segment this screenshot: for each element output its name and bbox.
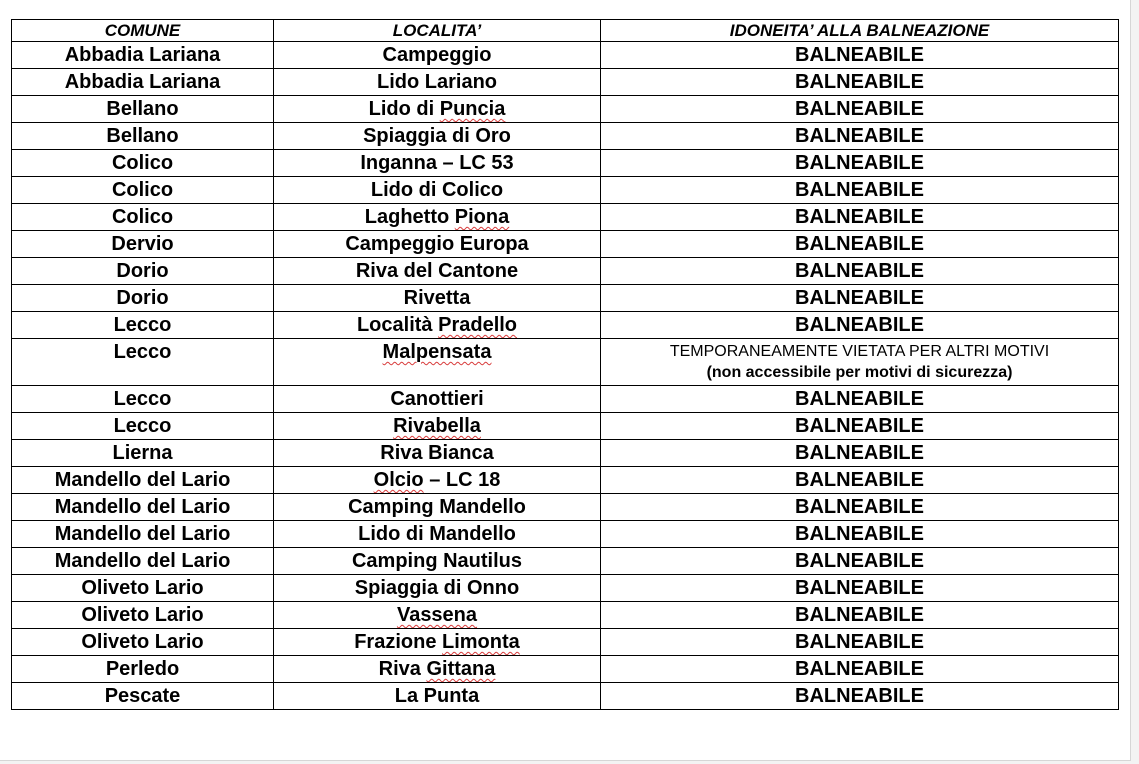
table-row xyxy=(12,285,1119,312)
spellcheck-word: Piona xyxy=(454,206,510,228)
cell-localita: Spiaggia di Oro xyxy=(274,123,601,150)
localita-text: Riva xyxy=(378,658,427,680)
cell-localita: Camping Nautilus xyxy=(274,548,601,575)
cell-idoneita: BALNEABILE xyxy=(601,150,1119,177)
cell-idoneita: BALNEABILE xyxy=(601,413,1119,440)
table-header-row xyxy=(12,20,1119,42)
cell-localita: Spiaggia di Onno xyxy=(274,575,601,602)
cell-comune: Lecco xyxy=(12,339,274,386)
cell-idoneita: BALNEABILE xyxy=(601,386,1119,413)
cell-idoneita: BALNEABILE xyxy=(601,440,1119,467)
localita-text: Frazione xyxy=(354,631,442,653)
cell-idoneita: BALNEABILE xyxy=(601,602,1119,629)
cell-idoneita: BALNEABILE xyxy=(601,96,1119,123)
cell-idoneita: BALNEABILE xyxy=(601,548,1119,575)
cell-localita: Lido di Colico xyxy=(274,177,601,204)
table-row xyxy=(12,96,1119,123)
cell-localita: Riva Bianca xyxy=(274,440,601,467)
table-row xyxy=(12,683,1119,710)
cell-comune: Dorio xyxy=(12,285,274,312)
spellcheck-word: Puncia xyxy=(439,98,506,120)
cell-localita xyxy=(274,629,601,656)
header-comune: COMUNE xyxy=(12,20,274,42)
cell-idoneita: BALNEABILE xyxy=(601,231,1119,258)
cell-localita: La Punta xyxy=(274,683,601,710)
status-note: (non accessibile per motivi di sicurezza) xyxy=(706,364,1013,381)
table-row xyxy=(12,467,1119,494)
cell-idoneita: BALNEABILE xyxy=(601,204,1119,231)
cell-comune: Abbadia Lariana xyxy=(12,42,274,69)
cell-comune: Lecco xyxy=(12,386,274,413)
cell-comune: Oliveto Lario xyxy=(12,629,274,656)
cell-comune: Abbadia Lariana xyxy=(12,69,274,96)
cell-localita: Canottieri xyxy=(274,386,601,413)
spellcheck-word: Olcio xyxy=(373,469,424,491)
cell-comune: Dorio xyxy=(12,258,274,285)
table-row xyxy=(12,521,1119,548)
table-row xyxy=(12,258,1119,285)
localita-text: – LC 18 xyxy=(423,469,501,491)
spellcheck-word: Malpensata xyxy=(382,341,492,363)
table-row xyxy=(12,548,1119,575)
cell-idoneita: BALNEABILE xyxy=(601,69,1119,96)
cell-idoneita: BALNEABILE xyxy=(601,521,1119,548)
spellcheck-word: Rivabella xyxy=(393,415,481,437)
cell-comune: Bellano xyxy=(12,123,274,150)
table-row xyxy=(12,575,1119,602)
cell-comune: Colico xyxy=(12,150,274,177)
table-row xyxy=(12,123,1119,150)
cell-localita: Camping Mandello xyxy=(274,494,601,521)
cell-comune: Perledo xyxy=(12,656,274,683)
cell-comune: Lecco xyxy=(12,413,274,440)
cell-idoneita: BALNEABILE xyxy=(601,683,1119,710)
cell-idoneita: BALNEABILE xyxy=(601,177,1119,204)
balneazione-table xyxy=(11,19,1119,710)
cell-idoneita: BALNEABILE xyxy=(601,467,1119,494)
spellcheck-word: Limonta xyxy=(442,631,520,653)
cell-localita xyxy=(274,602,601,629)
cell-localita: Inganna – LC 53 xyxy=(274,150,601,177)
cell-idoneita: BALNEABILE xyxy=(601,656,1119,683)
cell-idoneita: BALNEABILE xyxy=(601,258,1119,285)
cell-comune: Lierna xyxy=(12,440,274,467)
table-row xyxy=(12,204,1119,231)
localita-text: Laghetto xyxy=(364,206,455,228)
cell-localita xyxy=(274,339,601,386)
cell-comune: Colico xyxy=(12,177,274,204)
cell-comune: Mandello del Lario xyxy=(12,494,274,521)
table-row xyxy=(12,69,1119,96)
cell-localita xyxy=(274,204,601,231)
cell-comune: Bellano xyxy=(12,96,274,123)
table-row xyxy=(12,656,1119,683)
cell-idoneita: BALNEABILE xyxy=(601,494,1119,521)
cell-idoneita: BALNEABILE xyxy=(601,123,1119,150)
cell-comune: Oliveto Lario xyxy=(12,575,274,602)
cell-idoneita: BALNEABILE xyxy=(601,575,1119,602)
cell-comune: Colico xyxy=(12,204,274,231)
header-localita: LOCALITA’ xyxy=(274,20,601,42)
cell-localita: Campeggio xyxy=(274,42,601,69)
cell-comune: Mandello del Lario xyxy=(12,467,274,494)
localita-text: Località xyxy=(356,314,439,336)
cell-comune: Mandello del Lario xyxy=(12,521,274,548)
localita-text: Lido di xyxy=(368,98,440,120)
cell-localita: Campeggio Europa xyxy=(274,231,601,258)
cell-localita xyxy=(274,656,601,683)
table-row xyxy=(12,42,1119,69)
table-row xyxy=(12,602,1119,629)
header-idoneita: IDONEITA’ ALLA BALNEAZIONE xyxy=(601,20,1119,42)
cell-idoneita: BALNEABILE xyxy=(601,285,1119,312)
table-row xyxy=(12,150,1119,177)
cell-localita xyxy=(274,413,601,440)
cell-localita: Lido Lariano xyxy=(274,69,601,96)
cell-localita: Rivetta xyxy=(274,285,601,312)
table-row xyxy=(12,386,1119,413)
status-vietata: TEMPORANEAMENTE VIETATA PER ALTRI MOTIVI xyxy=(669,343,1050,360)
table-row xyxy=(12,177,1119,204)
table-row xyxy=(12,494,1119,521)
cell-idoneita: BALNEABILE xyxy=(601,629,1119,656)
cell-comune: Pescate xyxy=(12,683,274,710)
table-row xyxy=(12,339,1119,386)
cell-comune: Oliveto Lario xyxy=(12,602,274,629)
cell-localita xyxy=(274,96,601,123)
cell-comune: Dervio xyxy=(12,231,274,258)
table-row xyxy=(12,440,1119,467)
cell-localita: Lido di Mandello xyxy=(274,521,601,548)
spellcheck-word: Vassena xyxy=(396,604,478,626)
cell-comune: Mandello del Lario xyxy=(12,548,274,575)
cell-localita: Riva del Cantone xyxy=(274,258,601,285)
cell-idoneita: BALNEABILE xyxy=(601,312,1119,339)
cell-comune: Lecco xyxy=(12,312,274,339)
table-row xyxy=(12,629,1119,656)
cell-localita xyxy=(274,312,601,339)
spellcheck-word: Pradello xyxy=(438,314,518,336)
table-row xyxy=(12,312,1119,339)
cell-idoneita: BALNEABILE xyxy=(601,42,1119,69)
table-row xyxy=(12,231,1119,258)
spellcheck-word: Gittana xyxy=(426,658,496,680)
table-row xyxy=(12,413,1119,440)
cell-localita xyxy=(274,467,601,494)
cell-idoneita xyxy=(601,339,1119,386)
